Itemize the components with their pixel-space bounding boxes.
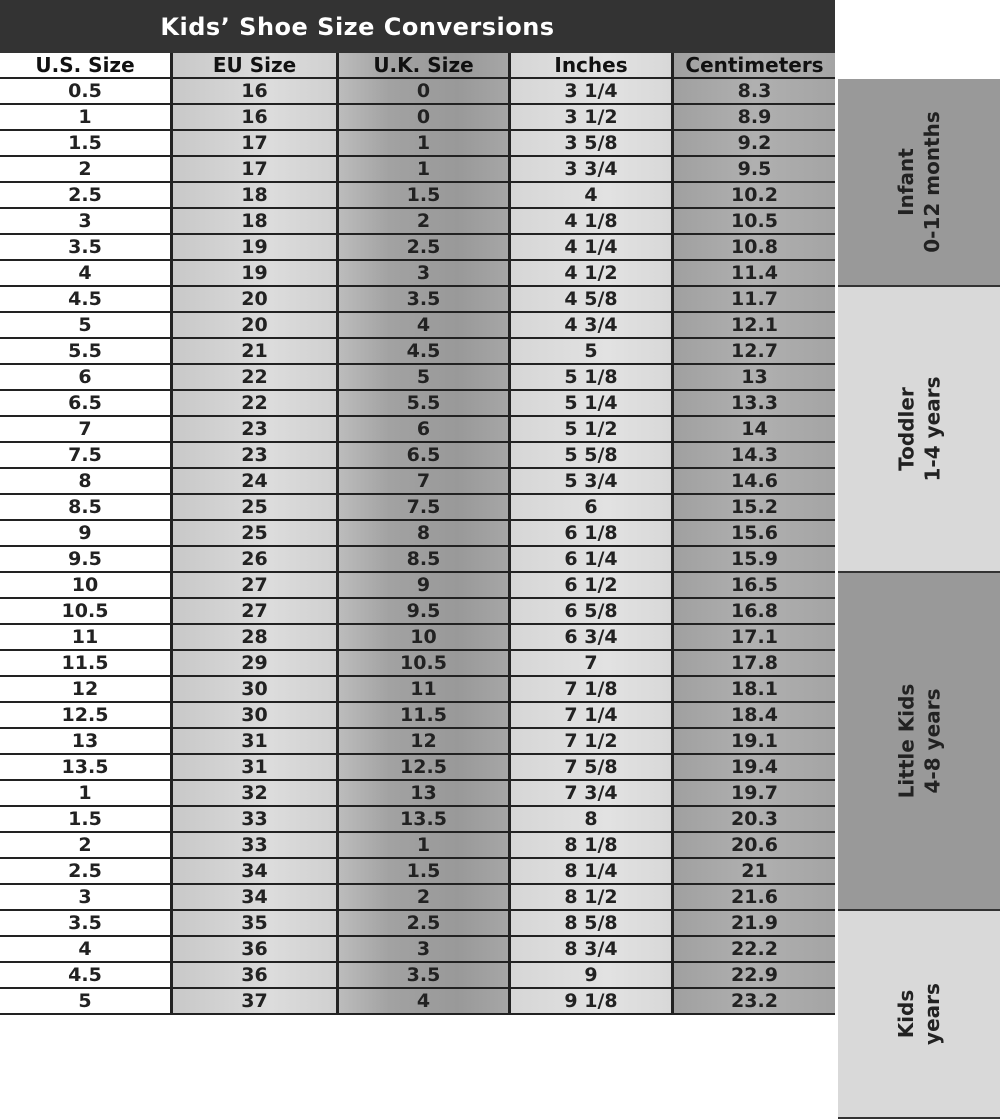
cell-inches: 3 5/8	[511, 131, 671, 155]
cell-centimeters: 15.2	[674, 495, 835, 519]
header-inches: Inches	[511, 53, 671, 77]
cell-centimeters: 18.4	[674, 703, 835, 727]
cell-eu-size: 37	[173, 989, 336, 1013]
cell-us-size: 0.5	[0, 79, 170, 103]
header-row	[0, 53, 835, 79]
cell-centimeters: 21.9	[674, 911, 835, 935]
cell-us-size: 3	[0, 209, 170, 233]
cell-uk-size: 11	[339, 677, 508, 701]
age-group-ages: 0-12 months	[919, 111, 944, 253]
cell-us-size: 7	[0, 417, 170, 441]
cell-uk-size: 7	[339, 469, 508, 493]
cell-eu-size: 27	[173, 573, 336, 597]
cell-eu-size: 32	[173, 781, 336, 805]
cell-uk-size: 1	[339, 157, 508, 181]
cell-inches: 3 1/2	[511, 105, 671, 129]
table-row	[0, 339, 835, 365]
cell-us-size: 4.5	[0, 287, 170, 311]
cell-eu-size: 28	[173, 625, 336, 649]
cell-eu-size: 34	[173, 859, 336, 883]
table-row	[0, 677, 835, 703]
cell-inches: 6 3/4	[511, 625, 671, 649]
table-row	[0, 521, 835, 547]
cell-uk-size: 3.5	[339, 963, 508, 987]
cell-eu-size: 17	[173, 131, 336, 155]
cell-us-size: 6.5	[0, 391, 170, 415]
cell-inches: 3 1/4	[511, 79, 671, 103]
cell-uk-size: 0	[339, 105, 508, 129]
cell-uk-size: 3	[339, 937, 508, 961]
cell-inches: 6 1/2	[511, 573, 671, 597]
cell-us-size: 9	[0, 521, 170, 545]
cell-us-size: 5	[0, 989, 170, 1013]
table-row	[0, 755, 835, 781]
size-conversion-table	[0, 53, 835, 1015]
cell-centimeters: 12.7	[674, 339, 835, 363]
cell-centimeters: 14	[674, 417, 835, 441]
cell-us-size: 3	[0, 885, 170, 909]
cell-inches: 5 5/8	[511, 443, 671, 467]
cell-us-size: 13	[0, 729, 170, 753]
age-group-name: Infant	[893, 148, 918, 216]
age-group-ages: 4-8 years	[920, 688, 944, 794]
table-row	[0, 833, 835, 859]
cell-centimeters: 18.1	[674, 677, 835, 701]
cell-inches: 8 5/8	[511, 911, 671, 935]
cell-inches: 7 1/2	[511, 729, 671, 753]
cell-uk-size: 13.5	[339, 807, 508, 831]
cell-inches: 5 1/8	[511, 365, 671, 389]
cell-eu-size: 20	[173, 287, 336, 311]
cell-uk-size: 6.5	[339, 443, 508, 467]
table-row	[0, 547, 835, 573]
cell-centimeters: 11.4	[674, 261, 835, 285]
cell-centimeters: 10.8	[674, 235, 835, 259]
cell-inches: 4 1/8	[511, 209, 671, 233]
cell-eu-size: 22	[173, 391, 336, 415]
table-row	[0, 261, 835, 287]
cell-centimeters: 20.3	[674, 807, 835, 831]
cell-uk-size: 12	[339, 729, 508, 753]
table-row	[0, 79, 835, 105]
cell-us-size: 5.5	[0, 339, 170, 363]
table-row	[0, 963, 835, 989]
cell-us-size: 5	[0, 313, 170, 337]
cell-eu-size: 33	[173, 807, 336, 831]
cell-inches: 8 1/2	[511, 885, 671, 909]
cell-eu-size: 34	[173, 885, 336, 909]
age-group-ages: years	[920, 983, 944, 1045]
cell-inches: 6	[511, 495, 671, 519]
cell-centimeters: 22.2	[674, 937, 835, 961]
cell-uk-size: 8.5	[339, 547, 508, 571]
cell-us-size: 4	[0, 937, 170, 961]
table-row	[0, 703, 835, 729]
cell-centimeters: 16.8	[674, 599, 835, 623]
table-row	[0, 911, 835, 937]
header-eu-size: EU Size	[173, 53, 336, 77]
cell-centimeters: 15.9	[674, 547, 835, 571]
cell-us-size: 4.5	[0, 963, 170, 987]
cell-us-size: 9.5	[0, 547, 170, 571]
cell-centimeters: 17.1	[674, 625, 835, 649]
cell-us-size: 1	[0, 781, 170, 805]
cell-centimeters: 19.4	[674, 755, 835, 779]
cell-eu-size: 20	[173, 313, 336, 337]
cell-uk-size: 11.5	[339, 703, 508, 727]
cell-centimeters: 11.7	[674, 287, 835, 311]
cell-uk-size: 10	[339, 625, 508, 649]
cell-uk-size: 4.5	[339, 339, 508, 363]
cell-us-size: 3.5	[0, 235, 170, 259]
cell-eu-size: 33	[173, 833, 336, 857]
cell-centimeters: 14.6	[674, 469, 835, 493]
cell-centimeters: 9.2	[674, 131, 835, 155]
table-row	[0, 391, 835, 417]
cell-eu-size: 36	[173, 937, 336, 961]
age-group-label	[893, 377, 945, 482]
cell-uk-size: 7.5	[339, 495, 508, 519]
table-row	[0, 183, 835, 209]
cell-us-size: 2.5	[0, 859, 170, 883]
age-group-label	[893, 684, 945, 799]
cell-centimeters: 23.2	[674, 989, 835, 1013]
cell-eu-size: 25	[173, 521, 336, 545]
cell-eu-size: 22	[173, 365, 336, 389]
cell-uk-size: 2.5	[339, 235, 508, 259]
header-uk-size: U.K. Size	[339, 53, 508, 77]
cell-us-size: 2	[0, 157, 170, 181]
cell-eu-size: 19	[173, 235, 336, 259]
table-row	[0, 859, 835, 885]
cell-us-size: 1.5	[0, 807, 170, 831]
cell-eu-size: 35	[173, 911, 336, 935]
cell-uk-size: 12.5	[339, 755, 508, 779]
cell-centimeters: 15.6	[674, 521, 835, 545]
cell-inches: 5	[511, 339, 671, 363]
cell-uk-size: 2.5	[339, 911, 508, 935]
cell-inches: 4 1/4	[511, 235, 671, 259]
cell-eu-size: 26	[173, 547, 336, 571]
cell-uk-size: 4	[339, 313, 508, 337]
age-group-label	[893, 983, 945, 1045]
cell-uk-size: 1	[339, 833, 508, 857]
cell-centimeters: 17.8	[674, 651, 835, 675]
table-row	[0, 625, 835, 651]
cell-eu-size: 25	[173, 495, 336, 519]
age-group-name: Toddler	[894, 387, 918, 471]
cell-centimeters: 12.1	[674, 313, 835, 337]
cell-eu-size: 19	[173, 261, 336, 285]
cell-centimeters: 21	[674, 859, 835, 883]
cell-uk-size: 13	[339, 781, 508, 805]
table-row	[0, 495, 835, 521]
cell-centimeters: 19.7	[674, 781, 835, 805]
cell-centimeters: 22.9	[674, 963, 835, 987]
cell-inches: 4 5/8	[511, 287, 671, 311]
table-row	[0, 417, 835, 443]
cell-us-size: 2.5	[0, 183, 170, 207]
cell-inches: 5 3/4	[511, 469, 671, 493]
cell-us-size: 11.5	[0, 651, 170, 675]
cell-uk-size: 0	[339, 79, 508, 103]
cell-eu-size: 16	[173, 105, 336, 129]
table-row	[0, 287, 835, 313]
cell-eu-size: 30	[173, 677, 336, 701]
cell-us-size: 4	[0, 261, 170, 285]
cell-inches: 8 1/4	[511, 859, 671, 883]
cell-uk-size: 3.5	[339, 287, 508, 311]
age-group-infant	[838, 79, 1000, 287]
header-centimeters: Centimeters	[674, 53, 835, 77]
table-row	[0, 443, 835, 469]
age-group-label	[893, 111, 945, 253]
cell-inches: 7 5/8	[511, 755, 671, 779]
table-row	[0, 573, 835, 599]
header-us-size: U.S. Size	[0, 53, 170, 77]
cell-inches: 8 1/8	[511, 833, 671, 857]
table-row	[0, 885, 835, 911]
cell-eu-size: 16	[173, 79, 336, 103]
cell-eu-size: 30	[173, 703, 336, 727]
cell-inches: 6 1/8	[511, 521, 671, 545]
cell-us-size: 10.5	[0, 599, 170, 623]
cell-inches: 4 3/4	[511, 313, 671, 337]
cell-us-size: 13.5	[0, 755, 170, 779]
cell-us-size: 12.5	[0, 703, 170, 727]
cell-uk-size: 9.5	[339, 599, 508, 623]
cell-inches: 4 1/2	[511, 261, 671, 285]
cell-uk-size: 5.5	[339, 391, 508, 415]
cell-us-size: 10	[0, 573, 170, 597]
cell-uk-size: 8	[339, 521, 508, 545]
table-row	[0, 807, 835, 833]
cell-inches: 9	[511, 963, 671, 987]
cell-centimeters: 10.2	[674, 183, 835, 207]
cell-uk-size: 4	[339, 989, 508, 1013]
cell-us-size: 3.5	[0, 911, 170, 935]
cell-uk-size: 3	[339, 261, 508, 285]
cell-centimeters: 13.3	[674, 391, 835, 415]
cell-inches: 7 1/4	[511, 703, 671, 727]
cell-inches: 6 1/4	[511, 547, 671, 571]
cell-eu-size: 29	[173, 651, 336, 675]
cell-inches: 7 3/4	[511, 781, 671, 805]
table-row	[0, 313, 835, 339]
age-group-name: Kids	[894, 989, 918, 1039]
age-group-ages: 1-4 years	[920, 376, 944, 482]
cell-eu-size: 31	[173, 729, 336, 753]
age-group-toddler	[838, 287, 1000, 573]
cell-eu-size: 23	[173, 443, 336, 467]
table-row	[0, 209, 835, 235]
cell-centimeters: 10.5	[674, 209, 835, 233]
table-row	[0, 651, 835, 677]
cell-uk-size: 1.5	[339, 859, 508, 883]
table-row	[0, 235, 835, 261]
table-row	[0, 937, 835, 963]
age-group-name: Little Kids	[894, 683, 918, 799]
cell-centimeters: 8.9	[674, 105, 835, 129]
cell-centimeters: 21.6	[674, 885, 835, 909]
cell-us-size: 8.5	[0, 495, 170, 519]
cell-inches: 4	[511, 183, 671, 207]
table-row	[0, 781, 835, 807]
cell-centimeters: 8.3	[674, 79, 835, 103]
age-group-little-kids	[838, 573, 1000, 911]
cell-inches: 5 1/4	[511, 391, 671, 415]
cell-us-size: 1.5	[0, 131, 170, 155]
cell-eu-size: 36	[173, 963, 336, 987]
cell-uk-size: 2	[339, 209, 508, 233]
table-row	[0, 469, 835, 495]
table-row	[0, 105, 835, 131]
cell-eu-size: 18	[173, 183, 336, 207]
table-title: Kids’ Shoe Size Conversions	[0, 0, 835, 53]
cell-uk-size: 10.5	[339, 651, 508, 675]
cell-centimeters: 19.1	[674, 729, 835, 753]
table-row	[0, 131, 835, 157]
cell-inches: 5 1/2	[511, 417, 671, 441]
cell-uk-size: 9	[339, 573, 508, 597]
cell-eu-size: 23	[173, 417, 336, 441]
table-row	[0, 599, 835, 625]
cell-us-size: 8	[0, 469, 170, 493]
cell-uk-size: 6	[339, 417, 508, 441]
cell-uk-size: 1.5	[339, 183, 508, 207]
cell-eu-size: 31	[173, 755, 336, 779]
table-row	[0, 365, 835, 391]
cell-us-size: 2	[0, 833, 170, 857]
cell-eu-size: 24	[173, 469, 336, 493]
cell-uk-size: 5	[339, 365, 508, 389]
cell-inches: 7 1/8	[511, 677, 671, 701]
cell-us-size: 12	[0, 677, 170, 701]
cell-inches: 7	[511, 651, 671, 675]
table-row	[0, 729, 835, 755]
cell-us-size: 1	[0, 105, 170, 129]
cell-eu-size: 18	[173, 209, 336, 233]
cell-uk-size: 2	[339, 885, 508, 909]
cell-uk-size: 1	[339, 131, 508, 155]
table-row	[0, 989, 835, 1015]
cell-inches: 3 3/4	[511, 157, 671, 181]
cell-centimeters: 14.3	[674, 443, 835, 467]
cell-inches: 8 3/4	[511, 937, 671, 961]
cell-centimeters: 20.6	[674, 833, 835, 857]
cell-inches: 6 5/8	[511, 599, 671, 623]
cell-inches: 9 1/8	[511, 989, 671, 1013]
cell-centimeters: 13	[674, 365, 835, 389]
cell-centimeters: 16.5	[674, 573, 835, 597]
cell-us-size: 7.5	[0, 443, 170, 467]
cell-eu-size: 17	[173, 157, 336, 181]
cell-us-size: 6	[0, 365, 170, 389]
cell-inches: 8	[511, 807, 671, 831]
cell-eu-size: 21	[173, 339, 336, 363]
age-group-kids	[838, 911, 1000, 1119]
cell-centimeters: 9.5	[674, 157, 835, 181]
cell-us-size: 11	[0, 625, 170, 649]
table-row	[0, 157, 835, 183]
cell-eu-size: 27	[173, 599, 336, 623]
